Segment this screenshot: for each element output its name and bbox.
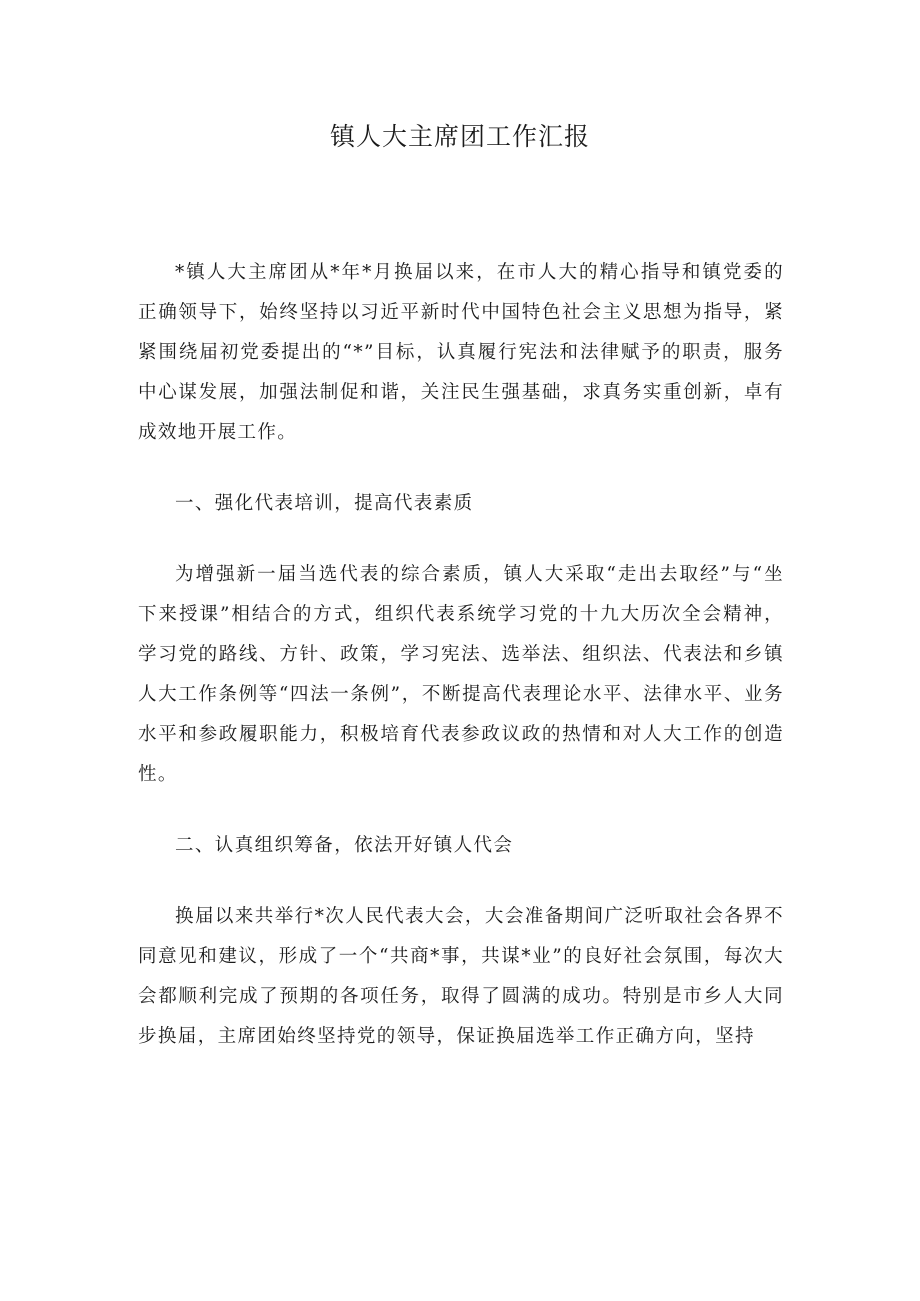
document-title: 镇人大主席团工作汇报 bbox=[329, 122, 590, 151]
spacer bbox=[138, 866, 784, 897]
intro-paragraph: *镇人大主席团从*年*月换届以来，在市人大的精心指导和镇党委的正确领导下，始终坚持以习近平新时代中国特色社会主义思想为指导，紧紧围绕届初党委提出的“*”目标，认真履行宪法和法律赋予的职责，服务中心谋发展，加强法制促和谐，关注民生强基础，求真务实重创新，卓有成效地开展工作。 bbox=[138, 262, 784, 443]
spacer bbox=[138, 524, 784, 555]
spacer bbox=[138, 795, 784, 826]
section-paragraph-1: 为增强新一届当选代表的综合素质，镇人大采取“走出去取经”与“坐下来授课”相结合的方式，组织代表系统学习党的十九大历次全会精神，学习党的路线、方针、政策，学习宪法、选举法、组织法、代表法和乡镇人大工作条例等“四法一条例”，不断提高代表理论水平、法律水平、业务水平和参政履职能力，积极培育代表参政议政的热情和对人大工作的创造性。 bbox=[138, 564, 784, 785]
section-heading-1: 一、强化代表培训，提高代表素质 bbox=[175, 493, 474, 514]
spacer bbox=[138, 453, 784, 484]
section-heading-2: 二、认真组织筹备，依法开好镇人代会 bbox=[175, 835, 514, 856]
section-paragraph-2: 换届以来共举行*次人民代表大会，大会准备期间广泛听取社会各界不同意见和建议，形成了一个“共商*事，共谋*业”的良好社会氛围，每次大会都顺利完成了预期的各项任务，取得了圆满的成功。特别是市乡人大同步换届，主席团始终坚持党的领导，保证换届选举工作正确方向，坚持 bbox=[138, 906, 784, 1047]
document-body bbox=[138, 253, 784, 1057]
